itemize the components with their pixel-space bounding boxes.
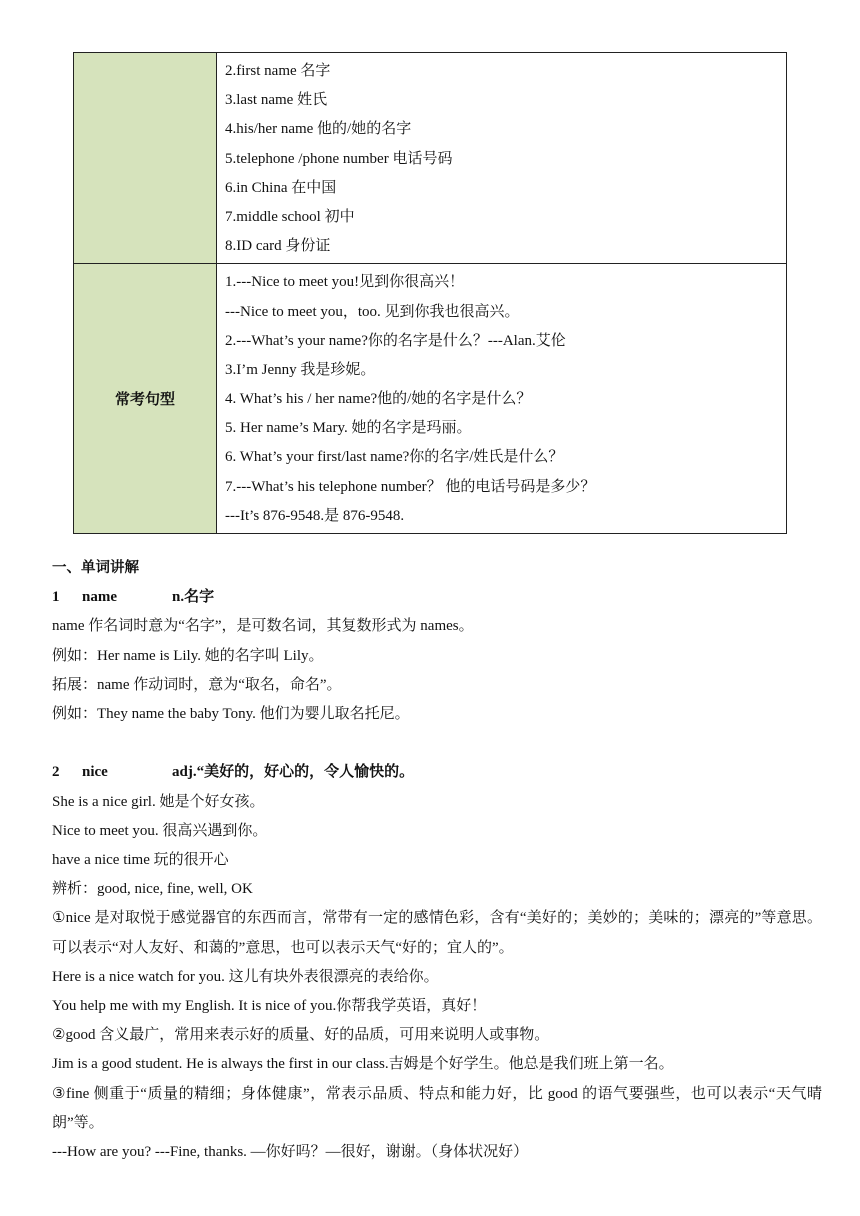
entry-word: nice <box>82 764 108 781</box>
sentence-line: 7.---What’s his telephone number？ 他的电话号码是多少？ <box>225 478 596 495</box>
sentence-line: 5. Her name’s Mary. 她的名字是玛丽。 <box>225 420 472 437</box>
vocabulary-table <box>73 52 787 534</box>
word-explanation-section <box>52 554 822 1167</box>
table-row <box>74 264 787 534</box>
blank-line <box>52 729 822 758</box>
entry-line: Nice to meet you. 很高兴遇到你。 <box>52 822 268 839</box>
sentence-line: 3.I’m Jenny 我是珍妮。 <box>225 361 376 378</box>
entry-line: name 作名词时意为“名字”，是可数名词，其复数形式为 names。 <box>52 618 474 635</box>
entry-pos: n.名字 <box>172 589 215 606</box>
entry-word: name <box>82 589 117 606</box>
entry-line: Here is a nice watch for you. 这儿有块外表很漂亮的表给你。 <box>52 968 439 985</box>
entry-number: 2 <box>52 764 60 781</box>
phrase-line: 2.first name 名字 <box>225 63 331 79</box>
entry-pos: adj.“美好的，好心的，令人愉快的。 <box>172 764 415 781</box>
entry-line: Jim is a good student. He is always the first in our class.吉姆是个好学生。他总是我们班上第一名。 <box>52 1056 674 1073</box>
entry-line: 拓展：name 作动词时，意为“取名，命名”。 <box>52 676 342 693</box>
phrase-line: 6.in China 在中国 <box>225 179 337 196</box>
entry-line: 例如：Her name is Lily. 她的名字叫 Lily。 <box>52 647 324 664</box>
entry-heading <box>52 758 822 787</box>
sentence-line: 2.---What’s your name?你的名字是什么？---Alan.艾伦 <box>225 332 566 349</box>
table-label-cell: 常考句型 <box>74 264 217 534</box>
phrase-line: 8.ID card 身份证 <box>225 238 331 255</box>
table-content-cell <box>217 53 787 264</box>
section-title: 一、单词讲解 <box>52 560 139 576</box>
sentence-line: 4. What’s his / her name?他的/她的名字是什么？ <box>225 391 532 408</box>
table-row <box>74 53 787 264</box>
table-content-cell <box>217 264 787 534</box>
sentence-line: ---Nice to meet you，too. 见到你我也很高兴。 <box>225 303 520 320</box>
entry-line: You help me with my English. It is nice of you.你帮我学英语，真好！ <box>52 998 487 1015</box>
phrase-line: 4.his/her name 他的/她的名字 <box>225 121 412 138</box>
sentence-line: ---It’s 876-9548.是 876-9548. <box>225 507 405 524</box>
phrase-line: 5.telephone /phone number 电话号码 <box>225 150 453 167</box>
phrase-line: 3.last name 姓氏 <box>225 92 328 109</box>
sentence-line: 6. What’s your first/last name?你的名字/姓氏是什么？ <box>225 449 564 466</box>
entry-heading <box>52 583 822 612</box>
entry-paragraph: ③fine 侧重于“质量的精细；身体健康”，常表示品质、特点和能力好，比 good 的语气要强些，也可以表示“天气晴朗”等。 <box>52 1085 822 1131</box>
table-label-cell <box>74 53 217 264</box>
entry-line: ---How are you? ---Fine, thanks. —你好吗？—很好，谢谢。（身体状况好） <box>52 1144 529 1161</box>
entry-line: 辨析：good, nice, fine, well, OK <box>52 881 253 898</box>
entry-line: She is a nice girl. 她是个好女孩。 <box>52 793 265 810</box>
entry-line: ②good 含义最广，常用来表示好的质量、好的品质，可用来说明人或事物。 <box>52 1027 550 1044</box>
entry-paragraph: ①nice 是对取悦于感觉器官的东西而言，常带有一定的感情色彩，含有“美好的；美妙的；美味的；漂亮的”等意思。可以表示“对人友好、和蔼的”意思，也可以表示天气“好的；宜人的”。 <box>52 910 822 956</box>
phrase-line: 7.middle school 初中 <box>225 208 355 225</box>
entry-number: 1 <box>52 589 60 606</box>
sentence-line: 1.---Nice to meet you!见到你很高兴！ <box>225 274 465 291</box>
entry-line: have a nice time 玩的很开心 <box>52 852 229 869</box>
entry-line: 例如：They name the baby Tony. 他们为婴儿取名托尼。 <box>52 706 410 723</box>
